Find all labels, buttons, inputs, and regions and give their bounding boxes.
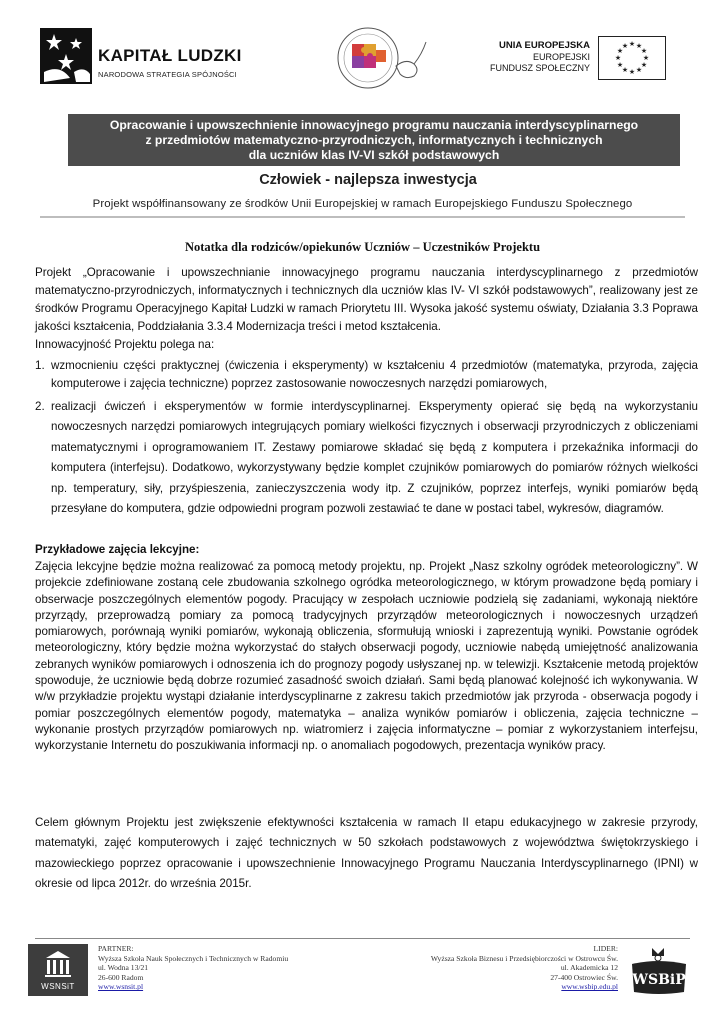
list-item-number: 1. — [35, 359, 45, 372]
partner-label: PARTNER: — [98, 944, 134, 953]
slogan: Człowiek - najlepsza inwestycja — [259, 172, 477, 188]
document-title: Notatka dla rodziców/opiekunów Uczniów – Uczestników Projektu — [184, 240, 541, 254]
project-title-banner — [68, 114, 680, 166]
partner-street: ul. Wodna 13/21 — [98, 963, 149, 973]
list-item — [35, 397, 698, 519]
lider-website-link[interactable]: www.wsbip.edu.pl — [561, 982, 618, 992]
kapital-ludzki-title: KAPITAŁ LUDZKI — [98, 46, 242, 65]
eu-flag-icon — [598, 36, 666, 80]
wsnsit-logo — [28, 944, 88, 996]
svg-text:★: ★ — [635, 42, 643, 50]
project-puzzle-logo — [330, 24, 430, 90]
svg-text:★: ★ — [635, 66, 643, 74]
goal-paragraph: Celem głównym Projektu jest zwiększenie efektywności kształcenia w ramach II etapu edukacyjnego w zakresie przyrody, matematyki, zajęć komputerowych i zajęć technicznych w 50 szkołach podstawowych z województwa świętokrzyskiego i mazowieckiego poprzez opracowanie i upowszechnienie Innowacyjnego Programu Nauczania Interdyscyplinarnego (IPNI) w okresie od lipca 2012r. do września 2015r. — [35, 816, 698, 891]
list-item-text: wzmocnieniu części praktycznej (ćwiczenia i eksperymenty) w kształceniu 4 przedmiotów (matematyka, przyroda, zajęcia komputerowe i zajęcia techniczne) poprzez zastosowanie nowoczesnych narzędzi pomiarowych, — [51, 359, 698, 390]
lider-street: ul. Akademicka 12 — [560, 963, 618, 973]
examples-paragraph: Zajęcia lekcyjne będzie można realizować za pomocą metody projektu, np. Projekt „Nasz szkolny ogródek meteorologiczny”. W projekcie zdefiniowane zostaną cele zbudowania szkolnego ogródka meteorologicznego, w którym prowadzone będą pomiary i obserwacje poszczególnych elementów pogody. Pracujący w zespołach uczniowie podzielą się zadaniami, wykonają niektóre przyrządy, przeprowadzą pomiary za pomocą tradycyjnych przyrządów meteorologicznych i nowoczesnych urządzeń pomiarowych, porównają wyniki pomiarów, wykonają obliczenia, sformułują wnioski i zaprezentują wyniki. Powstanie ogródek meteorologiczny, który będzie można wykorzystać do stałych obserwacji pogody, uczniowie nabędą umiejętność analizowania zebranych wyników pomiarowych i odnoszenia ich do prognozy pogody usłyszanej np. w telewizji. Kształcenie metodą projektów spowoduje, że uczniowie będą dobrze rozumieć zasadność swoich działań. Sami będą planować kolejność ich wykonywania. W w/w przykładzie projektu wystąpi działanie interdyscyplinarne z zakresu takich przedmiotów jak przyroda - obserwacja pogody i pomiar poszczególnych elementów pogody, matematyka – analiza wyników pomiarów i obliczenia, zajęcia techniczne – wykonanie prostych przyrządów pomiarowych np. wiatromierz i zajęcia informatyczne – pomiar z wykorzystaniem interfejsu, wykorzystanie Internetu do poszukiwania informacji np. o anomaliach pogodowych, prezentacja wyników pracy. — [35, 560, 698, 753]
wsbip-logo-text: WSBiP — [632, 972, 686, 988]
partner-name: Wyższa Szkoła Nauk Społecznych i Technicznych w Radomiu — [98, 953, 289, 963]
footer-divider — [35, 938, 690, 939]
kapital-ludzki-mark-icon — [40, 28, 92, 84]
svg-text:★: ★ — [614, 54, 622, 62]
kapital-ludzki-logo — [40, 28, 270, 86]
cofinancing-note: Projekt współfinansowany ze środków Unii Europejskiej w ramach Europejskiego Funduszu Społecznego — [92, 198, 633, 210]
svg-text:★: ★ — [621, 66, 629, 74]
lider-label: LIDER: — [593, 944, 618, 953]
svg-text:★: ★ — [628, 40, 636, 48]
lider-city: 27-400 Ostrowiec Św. — [550, 972, 618, 982]
wsnsit-logo-text: WSNSiT — [41, 982, 75, 991]
banner-line-2: z przedmiotów matematyczno-przyrodniczych, informatycznych i technicznych — [145, 133, 603, 147]
eu-line-2: EUROPEJSKI — [532, 52, 590, 62]
kapital-ludzki-subtitle: NARODOWA STRATEGIA SPÓJNOŚCI — [98, 70, 237, 79]
examples-heading: Przykładowe zajęcia lekcyjne: — [35, 543, 200, 556]
svg-text:★: ★ — [616, 61, 624, 69]
svg-text:★: ★ — [640, 47, 648, 55]
list-item — [35, 357, 698, 393]
svg-text:★: ★ — [621, 42, 629, 50]
wsbip-logo — [628, 944, 690, 996]
header-divider — [40, 216, 685, 218]
innovation-list — [35, 357, 698, 519]
banner-line-3: dla uczniów klas IV-VI szkół podstawowych — [248, 148, 500, 162]
partner-city: 26-600 Radom — [98, 972, 144, 982]
svg-text:★: ★ — [642, 54, 650, 62]
eu-line-3: FUNDUSZ SPOŁECZNY — [489, 63, 590, 73]
eu-fund-logo — [488, 36, 688, 82]
partner-info — [98, 944, 348, 992]
partner-website-link[interactable]: www.wsnsit.pl — [98, 982, 144, 992]
banner-line-1: Opracowanie i upowszechnienie innowacyjnego programu nauczania interdyscyplinarnego — [109, 118, 639, 132]
intro-paragraph: Projekt „Opracowanie i upowszechnianie innowacyjnego programu nauczania interdyscyplinarnego z przedmiotów matematyczno-przyrodniczych, informatycznych i technicznych dla uczniów klas IV- VI szkół podstawowych”, realizowany jest ze środków Programu Operacyjnego Kapitał Ludzki w ramach Priorytetu III. Wysoka jakość systemu oświaty, Działania 3.3 Poprawa jakości kształcenia, Poddziałania 3.3.4 Modernizacja treści i metod kształcenia. — [35, 266, 698, 333]
lider-info — [370, 944, 618, 992]
innovation-lead: Innowacyjność Projektu polega na: — [35, 338, 215, 351]
svg-text:★: ★ — [628, 68, 636, 76]
eu-line-1: UNIA EUROPEJSKA — [499, 40, 590, 51]
svg-text:★: ★ — [616, 47, 624, 55]
list-item-number: 2. — [35, 400, 45, 413]
svg-text:★: ★ — [640, 61, 648, 69]
lider-name: Wyższa Szkoła Biznesu i Przedsiębiorczości w Ostrowcu Św. — [430, 953, 618, 963]
list-item-text: realizacji ćwiczeń i eksperymentów w formie interdyscyplinarnej. Eksperymenty opierać się będą na wykorzystaniu nowoczesnych narzędzi pomiarowych integrujących pomiary wielkości fizycznych i obserwacji przyrodniczych z obliczeniami matematycznymi i oprogramowaniem IT. Zestawy pomiarowe składać się będą z komputera i przekaźnika informacji do komputera (interfejsu). Dodatkowo, wykorzystywany będzie komplet czujników pomiarowych do pomiarów różnych wielkości np. temperatury, siły, przyśpieszenia, zanieczyszczenia wody itp. Z czujników, poprzez interfejs, wyniki pomiarów będą przesyłane do komputera, gdzie odpowiedni program pozwoli zestawiać te dane w postaci tabel, wykresów, diagramów. — [51, 400, 698, 516]
